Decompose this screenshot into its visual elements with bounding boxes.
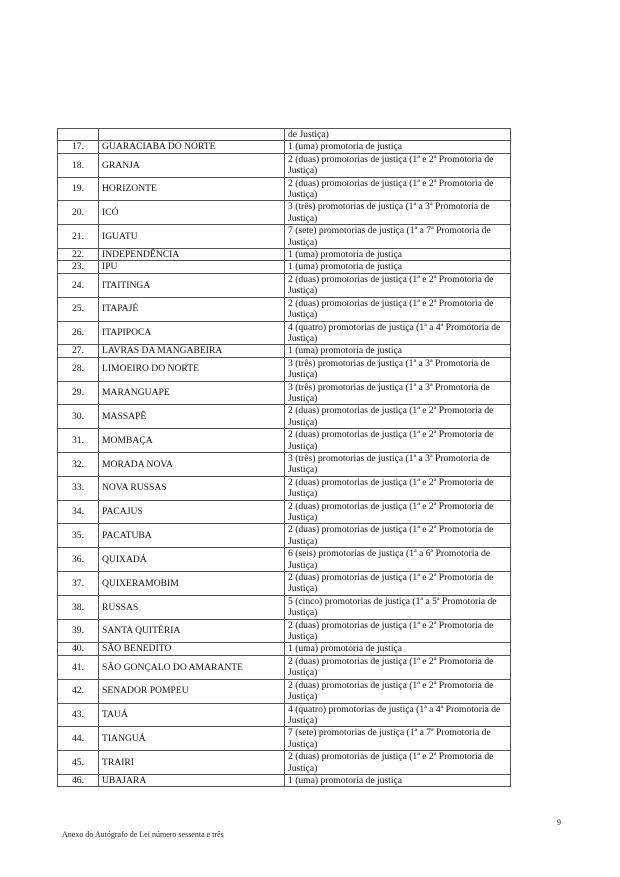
promotoria-description: 7 (sete) promotorias de justiça (1ª a 7ª Promotoria de Justiça) [285, 225, 511, 249]
promotoria-description: 3 (três) promotorias de justiça (1ª a 3ª Promotoria de Justiça) [285, 357, 511, 381]
promotoria-description: 4 (quatro) promotorias de justiça (1ª a 4ª Promotoria de Justiça) [285, 703, 511, 727]
promotoria-description: 2 (duas) promotorias de justiça (1ª e 2ª Promotoria de Justiça) [285, 679, 511, 703]
row-number: 44. [58, 727, 99, 751]
comarca-name: MOMBAÇA [99, 429, 285, 453]
comarca-name: LAVRAS DA MANGABEIRA [99, 345, 285, 357]
table-row [58, 619, 511, 643]
promotoria-description: 2 (duas) promotorias de justiça (1ª e 2ª Promotoria de Justiça) [285, 177, 511, 201]
table-row [58, 297, 511, 321]
promotoria-description: de Justiça) [285, 129, 511, 141]
comarca-name: UBAJARA [99, 774, 285, 786]
comarca-name: HORIZONTE [99, 177, 285, 201]
table-row [58, 153, 511, 177]
row-number: 22. [58, 249, 99, 261]
comarca-name: TRAIRI [99, 751, 285, 775]
comarca-name: PACATUBA [99, 524, 285, 548]
row-number: 29. [58, 381, 99, 405]
comarca-name: GUARACIABA DO NORTE [99, 141, 285, 153]
comarca-name: MASSAPÊ [99, 405, 285, 429]
table-row [58, 655, 511, 679]
row-number: 42. [58, 679, 99, 703]
row-number: 28. [58, 357, 99, 381]
row-number: 31. [58, 429, 99, 453]
comarca-name: SÃO BENEDITO [99, 643, 285, 655]
row-number: 34. [58, 500, 99, 524]
promotoria-description: 1 (uma) promotoria de justiça [285, 141, 511, 153]
promotoria-description: 2 (duas) promotorias de justiça (1ª e 2ª Promotoria de Justiça) [285, 297, 511, 321]
promotoria-description: 2 (duas) promotorias de justiça (1ª e 2ª Promotoria de Justiça) [285, 619, 511, 643]
comarca-name: LIMOEIRO DO NORTE [99, 357, 285, 381]
table-row [58, 500, 511, 524]
table-row [58, 548, 511, 572]
table-row [58, 225, 511, 249]
comarca-name: SÃO GONÇALO DO AMARANTE [99, 655, 285, 679]
promotoria-description: 3 (três) promotorias de justiça (1ª a 3ª Promotoria de Justiça) [285, 381, 511, 405]
table-row [58, 321, 511, 345]
promotoria-description: 1 (uma) promotoria de justiça [285, 643, 511, 655]
table-row [58, 452, 511, 476]
promotoria-description: 2 (duas) promotorias de justiça (1ª e 2ª Promotoria de Justiça) [285, 476, 511, 500]
promotoria-description: 7 (sete) promotorias de justiça (1ª a 7ª Promotoria de Justiça) [285, 727, 511, 751]
comarca-name: ITAPAJÉ [99, 297, 285, 321]
row-number: 26. [58, 321, 99, 345]
promotoria-description: 4 (quatro) promotorias de justiça (1ª a 4ª Promotoria de Justiça) [285, 321, 511, 345]
row-number: 46. [58, 774, 99, 786]
row-number [58, 129, 99, 141]
row-number: 19. [58, 177, 99, 201]
comarca-name: TIANGUÁ [99, 727, 285, 751]
table-row [58, 357, 511, 381]
table-row [58, 201, 511, 225]
table-row [58, 524, 511, 548]
table-row [58, 751, 511, 775]
comarca-name: MARANGUAPE [99, 381, 285, 405]
table-row [58, 679, 511, 703]
table-row [58, 703, 511, 727]
promotoria-description: 2 (duas) promotorias de justiça (1ª e 2ª Promotoria de Justiça) [285, 524, 511, 548]
promotoria-description: 2 (duas) promotorias de justiça (1ª e 2ª Promotoria de Justiça) [285, 655, 511, 679]
row-number: 18. [58, 153, 99, 177]
table-row [58, 572, 511, 596]
table-row [58, 129, 511, 141]
comarca-name: QUIXADÁ [99, 548, 285, 572]
row-number: 37. [58, 572, 99, 596]
row-number: 36. [58, 548, 99, 572]
promotoria-description: 1 (uma) promotoria de justiça [285, 249, 511, 261]
promotoria-description: 3 (três) promotorias de justiça (1ª a 3ª Promotoria de Justiça) [285, 201, 511, 225]
promotoria-description: 1 (uma) promotoria de justiça [285, 261, 511, 273]
table-row [58, 261, 511, 273]
row-number: 17. [58, 141, 99, 153]
comarca-name: QUIXERAMOBIM [99, 572, 285, 596]
comarca-name: INDEPENDÊNCIA [99, 249, 285, 261]
row-number: 40. [58, 643, 99, 655]
row-number: 45. [58, 751, 99, 775]
table-row [58, 249, 511, 261]
promotoria-description: 2 (duas) promotorias de justiça (1ª e 2ª Promotoria de Justiça) [285, 405, 511, 429]
row-number: 33. [58, 476, 99, 500]
promotoria-description: 2 (duas) promotorias de justiça (1ª e 2ª Promotoria de Justiça) [285, 273, 511, 297]
row-number: 30. [58, 405, 99, 429]
row-number: 38. [58, 595, 99, 619]
row-number: 32. [58, 452, 99, 476]
comarca-name: MORADA NOVA [99, 452, 285, 476]
promotoria-description: 6 (seis) promotorias de justiça (1ª a 6ª Promotoria de Justiça) [285, 548, 511, 572]
comarca-name: IGUATU [99, 225, 285, 249]
comarca-name: NOVA RUSSAS [99, 476, 285, 500]
promotoria-description: 1 (uma) promotoria de justiça [285, 345, 511, 357]
table-row [58, 429, 511, 453]
row-number: 35. [58, 524, 99, 548]
promotoria-description: 2 (duas) promotorias de justiça (1ª e 2ª Promotoria de Justiça) [285, 500, 511, 524]
table-row [58, 643, 511, 655]
table-row [58, 727, 511, 751]
row-number: 43. [58, 703, 99, 727]
promotoria-description: 1 (uma) promotoria de justiça [285, 774, 511, 786]
comarca-name: ITAITINGA [99, 273, 285, 297]
row-number: 25. [58, 297, 99, 321]
promotoria-description: 2 (duas) promotorias de justiça (1ª e 2ª Promotoria de Justiça) [285, 153, 511, 177]
table-row [58, 381, 511, 405]
table-body [58, 129, 511, 787]
comarca-name: ICÓ [99, 201, 285, 225]
table-row [58, 476, 511, 500]
row-number: 20. [58, 201, 99, 225]
promotoria-description: 2 (duas) promotorias de justiça (1ª e 2ª Promotoria de Justiça) [285, 751, 511, 775]
comarca-name: RUSSAS [99, 595, 285, 619]
comarca-name: IPU [99, 261, 285, 273]
comarca-name [99, 129, 285, 141]
row-number: 41. [58, 655, 99, 679]
table-row [58, 273, 511, 297]
footer-text: Anexo do Autógrafo de Lei número sessenta e três [62, 830, 224, 839]
table-row [58, 345, 511, 357]
table-row [58, 595, 511, 619]
table-row [58, 177, 511, 201]
comarca-name: GRANJA [99, 153, 285, 177]
comarca-name: SANTA QUITÉRIA [99, 619, 285, 643]
comarca-name: SENADOR POMPEU [99, 679, 285, 703]
promotoria-description: 2 (duas) promotorias de justiça (1ª e 2ª Promotoria de Justiça) [285, 429, 511, 453]
row-number: 23. [58, 261, 99, 273]
promotorias-table [57, 128, 511, 787]
page-number: 9 [557, 818, 561, 827]
table-row [58, 405, 511, 429]
promotoria-description: 3 (três) promotorias de justiça (1ª a 3ª Promotoria de Justiça) [285, 452, 511, 476]
comarca-name: TAUÁ [99, 703, 285, 727]
promotoria-description: 2 (duas) promotorias de justiça (1ª e 2ª Promotoria de Justiça) [285, 572, 511, 596]
table-row [58, 141, 511, 153]
row-number: 27. [58, 345, 99, 357]
row-number: 39. [58, 619, 99, 643]
row-number: 21. [58, 225, 99, 249]
row-number: 24. [58, 273, 99, 297]
promotoria-description: 5 (cinco) promotorias de justiça (1ª a 5ª Promotoria de Justiça) [285, 595, 511, 619]
table-row [58, 774, 511, 786]
comarca-name: PACAJUS [99, 500, 285, 524]
comarca-name: ITAPIPOCA [99, 321, 285, 345]
